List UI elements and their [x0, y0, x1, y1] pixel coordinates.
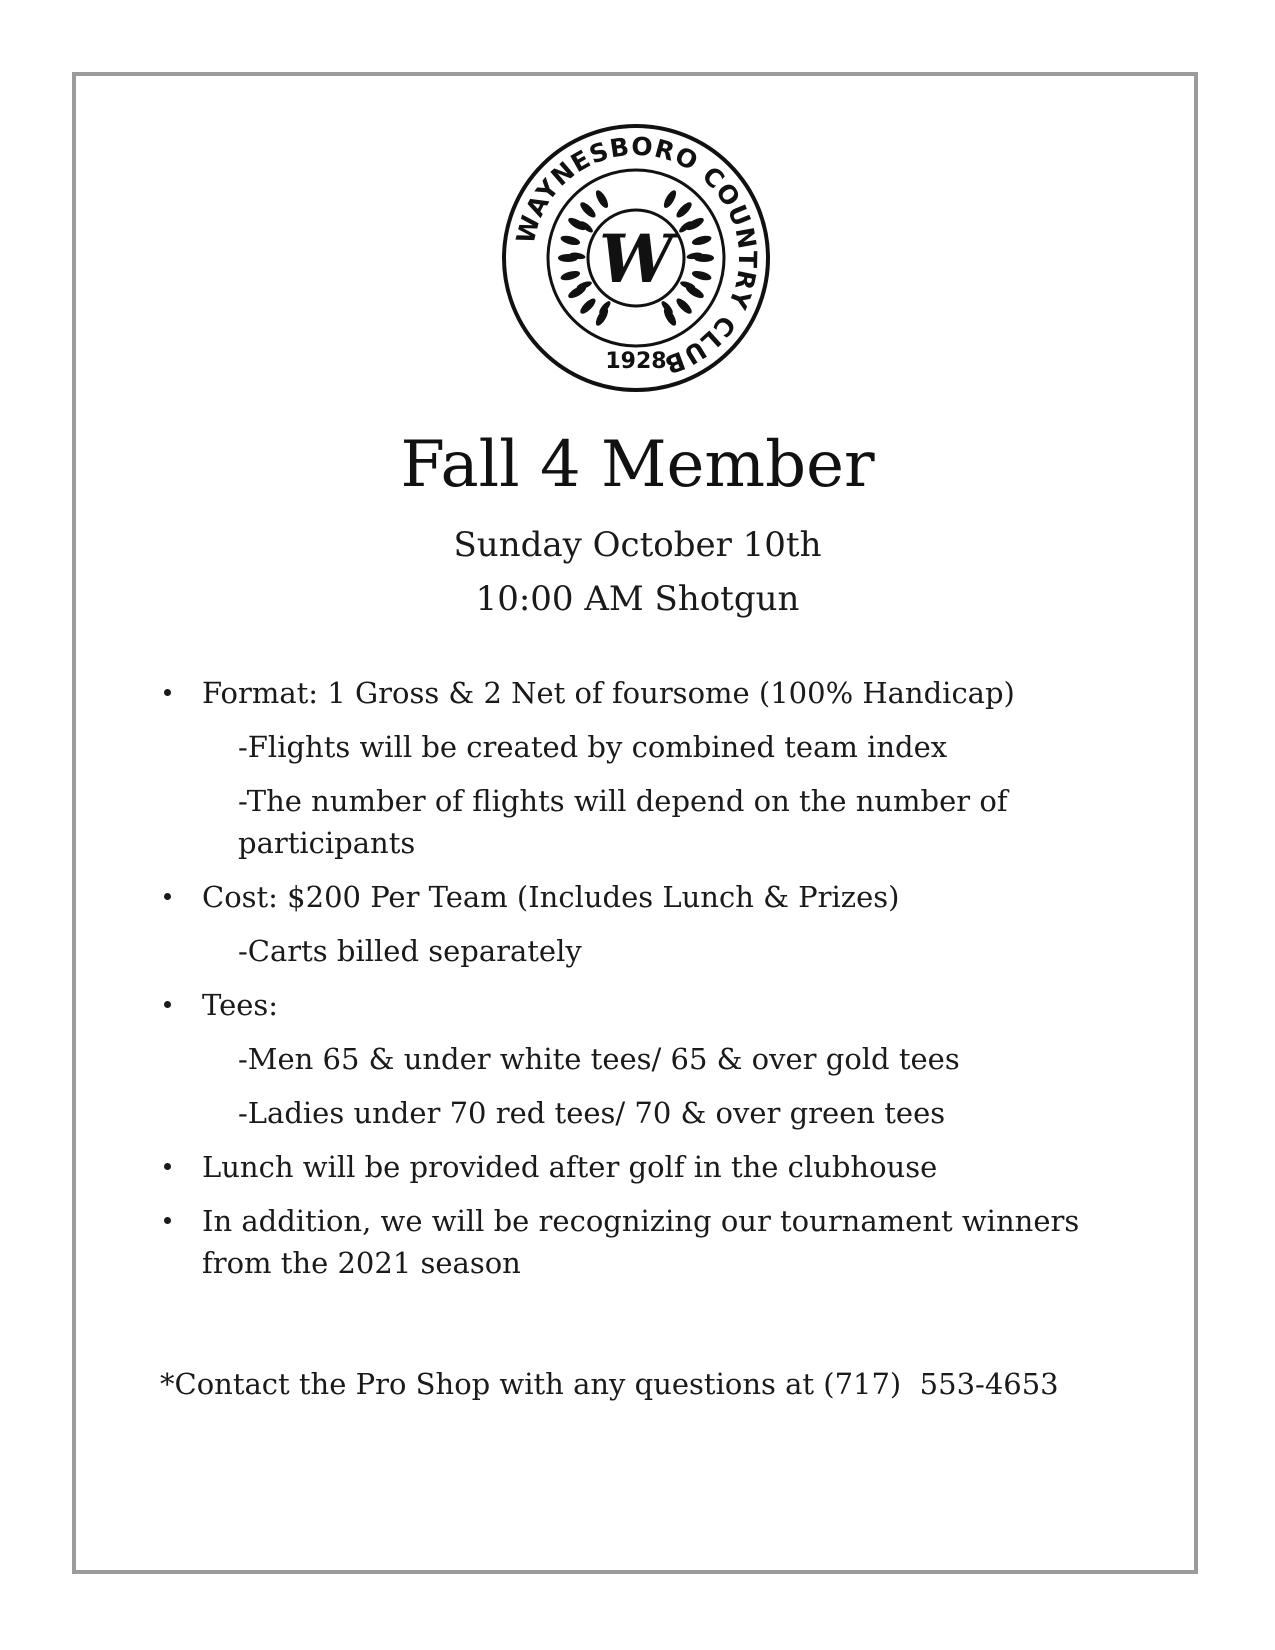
logo-year: 1928	[605, 349, 667, 374]
cost-note: -Carts billed separately	[238, 934, 582, 968]
recognition-text: In addition, we will be recognizing our tournament winners from the 2021 season	[202, 1204, 1080, 1280]
details-list	[160, 672, 1100, 1296]
event-title: Fall 4 Member	[400, 428, 875, 502]
format-note-number: -The number of flights will depend on the number of participants	[238, 784, 1008, 860]
list-item-cost	[160, 876, 1100, 918]
bullet-icon	[164, 1163, 171, 1170]
tees-note-men: -Men 65 & under white tees/ 65 & over gold tees	[238, 1042, 960, 1076]
list-item-recognition	[160, 1200, 1100, 1284]
bullet-icon	[164, 1001, 171, 1008]
cost-text: Cost: $200 Per Team (Includes Lunch & Prizes)	[202, 880, 900, 914]
bullet-icon	[164, 1217, 171, 1224]
logo-monogram: W	[598, 220, 674, 298]
logo-ring-text: WAYNESBORO COUNTRY CLUB	[510, 131, 763, 380]
event-date: Sunday October 10th	[453, 525, 822, 565]
format-text: Format: 1 Gross & 2 Net of foursome (100% Handicap)	[202, 676, 1015, 710]
tees-text: Tees:	[202, 988, 279, 1022]
club-logo	[496, 118, 776, 398]
format-note-flights: -Flights will be created by combined team index	[238, 730, 948, 764]
tees-note-ladies: -Ladies under 70 red tees/ 70 & over green tees	[238, 1096, 946, 1130]
list-item-format	[160, 672, 1100, 714]
list-item-lunch	[160, 1146, 1100, 1188]
event-time: 10:00 AM Shotgun	[475, 579, 800, 619]
list-item-tees	[160, 984, 1100, 1026]
bullet-icon	[164, 893, 171, 900]
bullet-icon	[164, 689, 171, 696]
lunch-text: Lunch will be provided after golf in the clubhouse	[202, 1150, 938, 1184]
contact-note: *Contact the Pro Shop with any questions at (717) 553-4653	[160, 1367, 1059, 1401]
